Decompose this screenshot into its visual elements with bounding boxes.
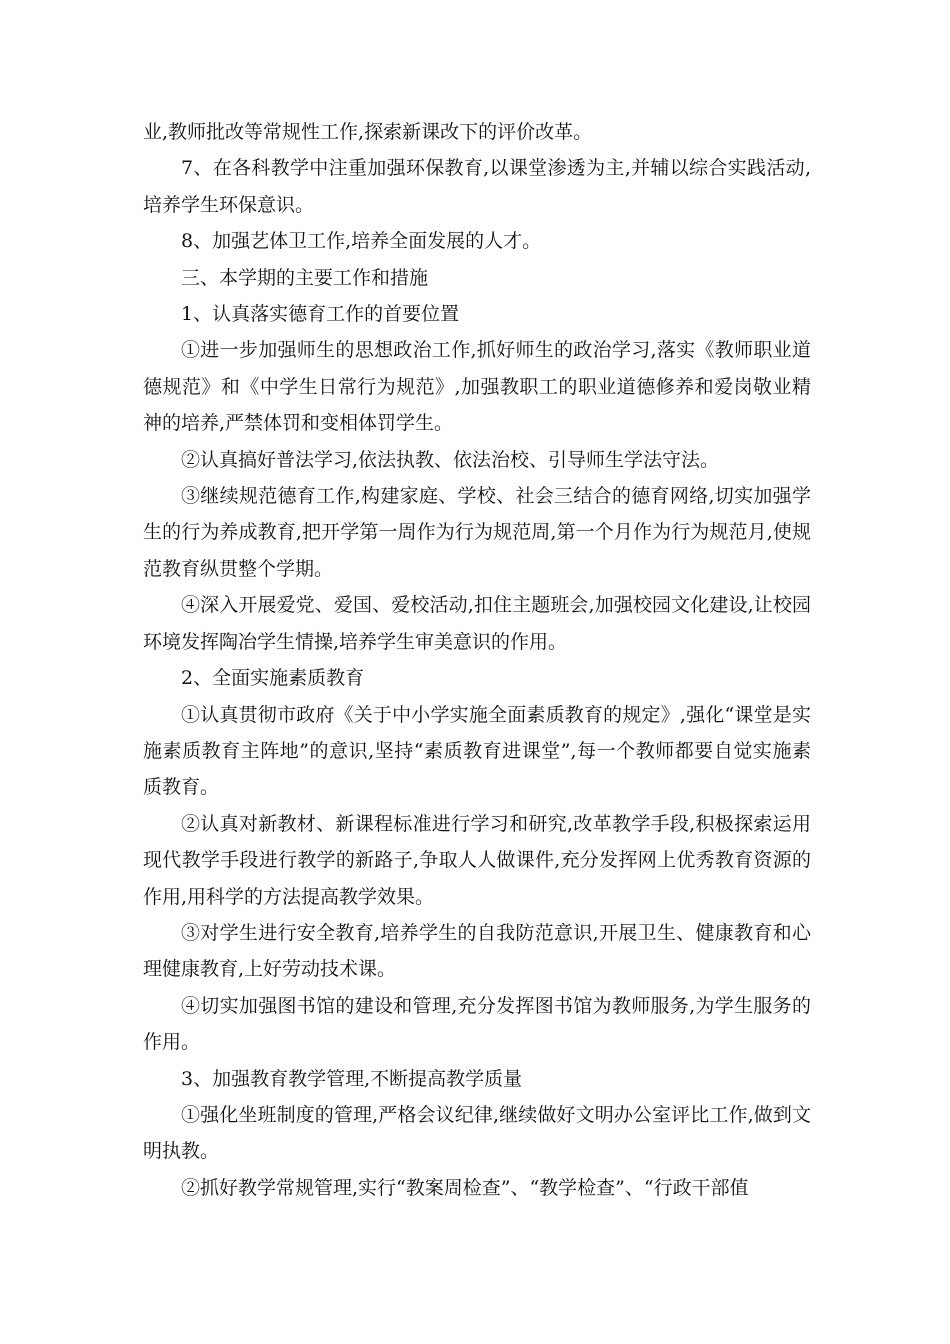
paragraph-item-8: 8、加强艺体卫工作,培养全面发展的人才。 [181, 230, 542, 253]
paragraph-1-2: ②认真搞好普法学习,依法执教、依法治校、引导师生学法守法。 [181, 448, 720, 471]
paragraph-1-3: ③继续规范德育工作,构建家庭、学校、社会三结合的德育网络,切实加强学生的行为养成教育,把开学第一周作为行为规范周,第一个月作为行为规范月,使规范教育纵贯整个学期。 [143, 485, 811, 580]
paragraph-item-7: 7、在各科教学中注重加强环保教育,以课堂渗透为主,并辅以综合实践活动,培养学生环保意识。 [143, 157, 811, 216]
paragraph-2-4: ④切实加强图书馆的建设和管理,充分发挥图书馆为教师服务,为学生服务的作用。 [143, 994, 811, 1054]
section-heading-3: 三、本学期的主要工作和措施 [181, 266, 429, 289]
document-body [143, 114, 811, 1206]
subheading-2: 2、全面实施素质教育 [181, 667, 365, 690]
paragraph-2-1: ①认真贯彻市政府《关于中小学实施全面素质教育的规定》,强化“课堂是实施素质教育主阵地”的意识,坚持“素质教育进课堂”,每一个教师都要自觉实施素质教育。 [143, 703, 811, 799]
paragraph-1-4: ④深入开展爱党、爱国、爱校活动,扣住主题班会,加强校园文化建设,让校园环境发挥陶冶学生情操,培养学生审美意识的作用。 [143, 594, 811, 653]
paragraph-3-2: ②抓好教学常规管理,实行“教案周检查”、“教学检查”、“行政干部值 [181, 1176, 749, 1199]
subheading-3: 3、加强教育教学管理,不断提高教学质量 [181, 1067, 523, 1090]
paragraph-3-1: ①强化坐班制度的管理,严格会议纪律,继续做好文明办公室评比工作,做到文明执教。 [143, 1103, 811, 1163]
paragraph-1-1: ①进一步加强师生的思想政治工作,抓好师生的政治学习,落实《教师职业道德规范》和《中学生日常行为规范》,加强教职工的职业道德修养和爱岗敬业精神的培养,严禁体罚和变相体罚学生。 [143, 339, 811, 435]
subheading-1: 1、认真落实德育工作的首要位置 [181, 303, 460, 326]
paragraph-2-2: ②认真对新教材、新课程标准进行学习和研究,改革教学手段,积极探索运用现代教学手段进行教学的新路子,争取人人做课件,充分发挥网上优秀教育资源的作用,用科学的方法提高教学效果。 [143, 812, 811, 908]
paragraph-2-3: ③对学生进行安全教育,培养学生的自我防范意识,开展卫生、健康教育和心理健康教育,上好劳动技术课。 [143, 921, 811, 981]
paragraph-continuation: 业,教师批改等常规性工作,探索新课改下的评价改革。 [143, 121, 593, 143]
